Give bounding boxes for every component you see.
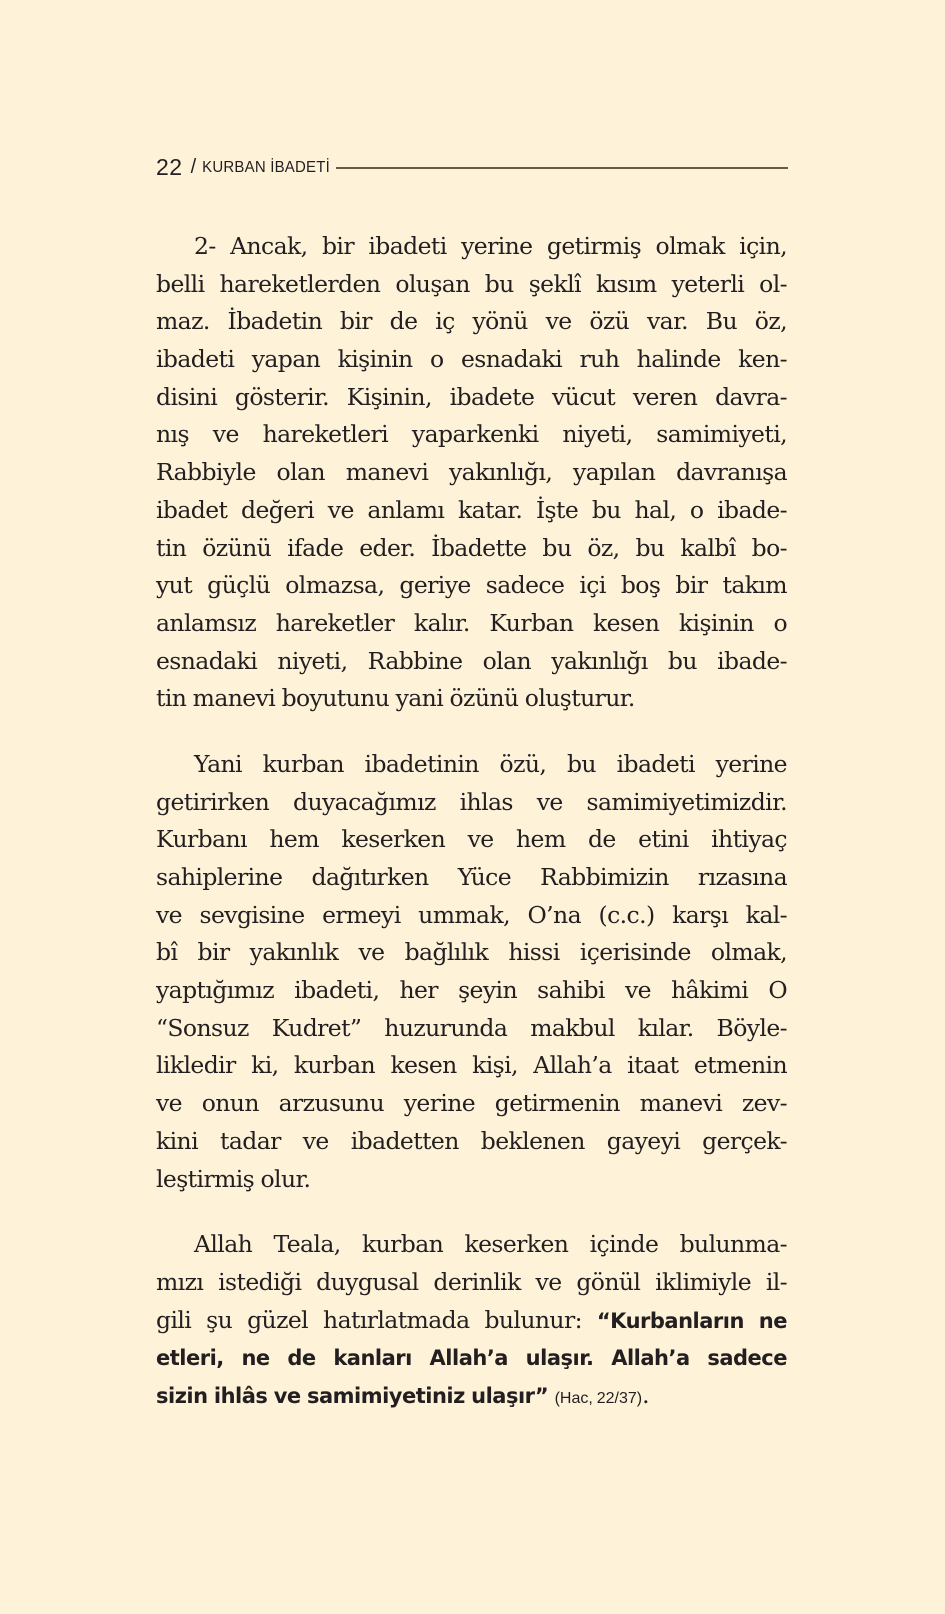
text-line: ibadeti yapan kişinin o esnadaki ruh halinde ken-: [156, 345, 787, 374]
text-line: esnadaki niyeti, Rabbine olan yakınlığı bu ibade-: [156, 646, 787, 675]
text-line: “Sonsuz Kudret” huzurunda makbul kılar. Böyle-: [156, 1013, 787, 1042]
verse-citation: (Hac, 22/37): [554, 1389, 643, 1407]
lead-in-text: gili şu güzel hatırlatmada bulunur:: [156, 1305, 597, 1334]
final-period: .: [642, 1380, 649, 1409]
verse-quote: etleri, ne de kanları Allah’a ulaşır. Allah’a sadece: [156, 1346, 787, 1371]
text-line: tin özünü ifade eder. İbadette bu öz, bu kalbî bo-: [156, 533, 787, 562]
header-separator: /: [190, 155, 197, 178]
text-line: disini gösterir. Kişinin, ibadete vücut veren davra-: [156, 382, 787, 411]
text-line: getirirken duyacağımız ihlas ve samimiyetimizdir.: [156, 787, 787, 816]
body-text: [156, 228, 787, 1415]
text-line: anlamsız hareketler kalır. Kurban kesen kişinin o: [156, 608, 787, 637]
text-line: ve sevgisine ermeyi ummak, O’na (c.c.) karşı kal-: [156, 900, 787, 929]
text-line: bî bir yakınlık ve bağlılık hissi içerisinde olmak,: [156, 938, 787, 967]
text-line: Allah Teala, kurban keserken içinde bulunma-: [194, 1230, 787, 1259]
paragraph-gap: [156, 1198, 787, 1226]
text-line: yaptığımız ibadeti, her şeyin sahibi ve hâkimi O: [156, 976, 787, 1005]
text-line: mızı istediği duygusal derinlik ve gönül iklimiyle il-: [156, 1267, 787, 1296]
verse-quote: “Kurbanların ne: [596, 1308, 787, 1333]
text-line: yut güçlü olmazsa, geriye sadece içi boş bir takım: [156, 571, 787, 600]
text-line: likledir ki, kurban kesen kişi, Allah’a itaat etmenin: [156, 1051, 787, 1080]
text-line: sahiplerine dağıtırken Yüce Rabbimizin rızasına: [156, 863, 787, 891]
text-line-with-quote: [156, 1339, 787, 1377]
running-header: [156, 152, 788, 182]
text-line: leştirmiş olur.: [156, 1164, 311, 1193]
text-line: belli hareketlerden oluşan bu şeklî kısım yeterli ol-: [156, 269, 787, 298]
text-line: Rabbiyle olan manevi yakınlığı, yapılan davranışa: [156, 458, 787, 487]
text-line: tin manevi boyutunu yani özünü oluşturur.: [156, 684, 635, 713]
verse-quote: sizin ihlâs ve samimiyetiniz ulaşır”: [156, 1383, 549, 1408]
text-line: ibadet değeri ve anlamı katar. İşte bu hal, o ibade-: [156, 495, 787, 524]
paragraph-gap: [156, 718, 787, 746]
text-line: kini tadar ve ibadetten beklenen gayeyi gerçek-: [156, 1126, 787, 1155]
paragraph-3: [156, 1226, 787, 1414]
text-line: Yani kurban ibadetinin özü, bu ibadeti yerine: [194, 749, 787, 778]
text-line-with-quote: [156, 1377, 787, 1415]
text-line: nış ve hareketleri yaparkenki niyeti, samimiyeti,: [156, 420, 787, 449]
text-line: 2- Ancak, bir ibadeti yerine getirmiş olmak için,: [194, 232, 787, 260]
paragraph-1: [156, 228, 787, 718]
paragraph-2: [156, 746, 787, 1198]
page-number: 22: [156, 153, 183, 180]
text-line: maz. İbadetin bir de iç yönü ve özü var. Bu öz,: [156, 307, 787, 336]
chapter-title: KURBAN İBADETİ: [202, 158, 330, 176]
text-line: ve onun arzusunu yerine getirmenin manevi zev-: [156, 1089, 787, 1118]
header-rule: [336, 167, 788, 169]
text-line: Kurbanı hem keserken ve hem de etini ihtiyaç: [156, 825, 787, 854]
text-line-with-quote: [156, 1302, 787, 1340]
